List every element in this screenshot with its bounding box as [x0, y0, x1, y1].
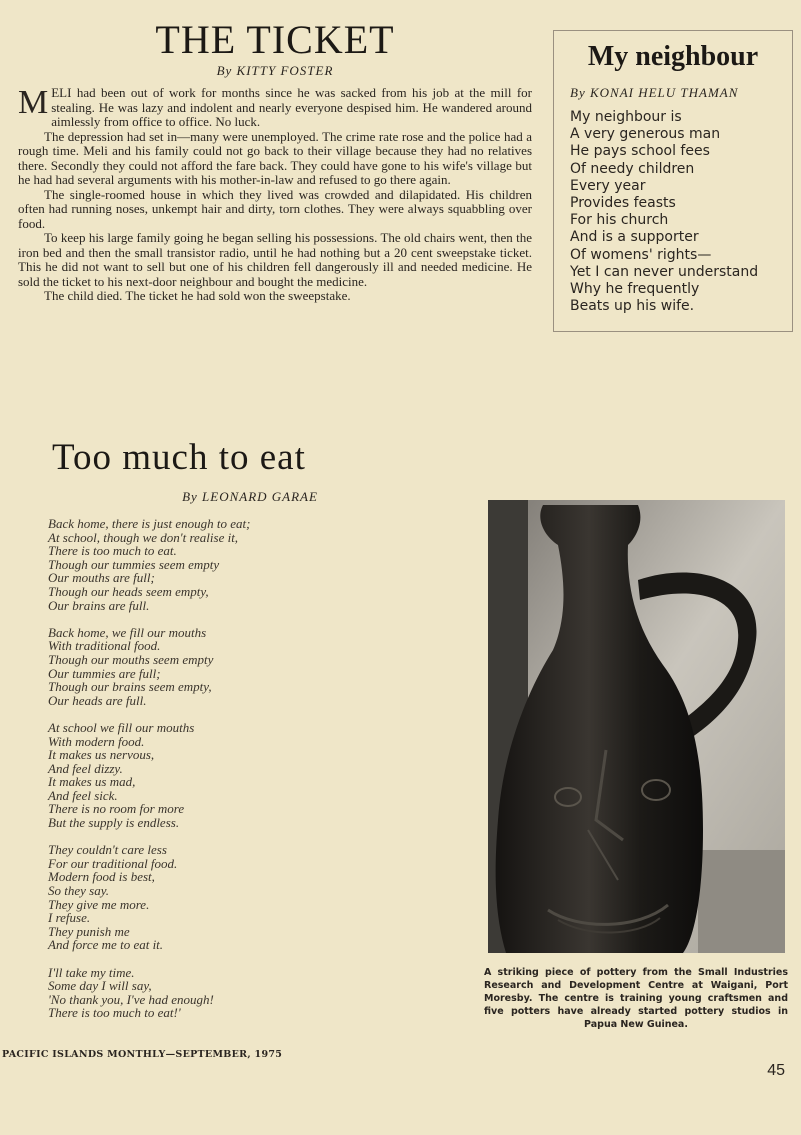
- poem-line: I'll take my time.: [48, 964, 135, 980]
- story-paragraph: MELI had been out of work for months since he was sacked from his job at the mill for stealing. He was lazy and indolent and nearly everyone despised him. He wandered around aimlessly from office to office. No luck.: [18, 84, 532, 129]
- ticket-title: THE TICKET: [155, 17, 395, 62]
- poem-line: And feel dizzy.: [48, 760, 123, 776]
- ticket-byline: By KITTY FOSTER: [216, 63, 334, 78]
- eat-byline: By LEONARD GARAE: [182, 489, 318, 504]
- poem-line: At school, though we don't realise it,: [48, 529, 239, 545]
- poem-line: There is no room for more: [48, 801, 185, 817]
- page-number: 45: [767, 1062, 785, 1079]
- poem-line: But the supply is endless.: [48, 815, 180, 831]
- photo-caption: A striking piece of pottery from the Small Industries Research and Development Centre at Waigani, Port Moresby. The centre is training young craftsmen and five potters have already started pottery studios in Papua New Guinea.: [484, 967, 788, 1030]
- pottery-jug-image: [488, 500, 785, 953]
- poem-line: Though our brains seem empty,: [48, 679, 212, 695]
- poem-line: Though our tummies seem empty: [48, 556, 220, 572]
- poem-line: Our mouths are full;: [48, 570, 155, 586]
- story-paragraph: To keep his large family going he began selling his possessions. The old chairs went, then the iron bed and then the small transistor radio, until he had nothing but a 20 cent sweepstake ticket. This he did not want to sell but one of his children fell dangerously ill and needed medicine. He sold the ticket to his next-door neighbour and bought the medicine.: [18, 230, 532, 289]
- poem-line: For our traditional food.: [48, 855, 178, 871]
- poem-stanza: [48, 626, 468, 708]
- poem-line: And is a supporter: [570, 229, 699, 246]
- poem-line: They give me more.: [48, 896, 150, 912]
- poem-stanza: [48, 843, 468, 952]
- eat-poem: [48, 517, 468, 1034]
- drop-cap: M: [18, 84, 49, 121]
- poem-line: Of womens' rights—: [570, 246, 712, 263]
- poem-stanza: [48, 721, 468, 830]
- poem-line: It makes us nervous,: [48, 747, 155, 763]
- poem-line: At school we fill our mouths: [48, 719, 195, 735]
- poem-line: He pays school fees: [570, 143, 710, 160]
- poem-line: Though our mouths seem empty: [48, 651, 214, 667]
- story-paragraph: The depression had set in—many were unemployed. The crime rate rose and the police had a rough time. Meli and his family could not go back to their village because they had no relatives there. Secondly they could not afford the fare back. They could have gone to his wife's village but he had had several arguments with his mother-in-law and refused to go there again.: [18, 128, 532, 187]
- poem-line: They couldn't care less: [48, 842, 167, 858]
- poem-line: Some day I will say,: [48, 978, 152, 994]
- eat-title: Too much to eat: [52, 437, 306, 478]
- poem-line: Our brains are full.: [48, 597, 150, 613]
- poem-stanza: [48, 517, 468, 612]
- magazine-footer: PACIFIC ISLANDS MONTHLY—SEPTEMBER, 1975: [2, 1049, 283, 1060]
- poem-stanza: [48, 966, 468, 1020]
- poem-line: Our heads are full.: [48, 692, 147, 708]
- neighbour-poem: [570, 109, 790, 315]
- poem-line: Beats up his wife.: [570, 298, 695, 315]
- poem-line: They punish me: [48, 923, 130, 939]
- poem-line: With traditional food.: [48, 638, 161, 654]
- poem-line: So they say.: [48, 883, 110, 899]
- poem-line: With modern food.: [48, 733, 145, 749]
- neighbour-title: My neighbour: [587, 41, 759, 72]
- neighbour-byline: By KONAI HELU THAMAN: [570, 85, 739, 100]
- story-paragraph: The single-roomed house in which they lived was crowded and dilapidated. His children often had running noses, unkempt hair and dirty, torn clothes. They were always squabbling over food.: [18, 186, 532, 231]
- story-paragraph: The child died. The ticket he had sold won the sweepstake.: [44, 288, 351, 303]
- neighbour-poem-box: [553, 30, 793, 332]
- poem-line: A very generous man: [570, 126, 721, 143]
- poem-line: I refuse.: [48, 910, 91, 926]
- poem-line: It makes us mad,: [48, 774, 136, 790]
- poem-line: My neighbour is: [570, 109, 682, 125]
- poem-line: Every year: [570, 177, 646, 194]
- poem-line: Provides feasts: [570, 195, 676, 212]
- poem-line: There is too much to eat.: [48, 543, 177, 559]
- poem-line: Modern food is best,: [48, 869, 155, 885]
- poem-line: Of needy children: [570, 160, 695, 177]
- poem-line: Why he frequently: [570, 281, 700, 298]
- poem-line: Back home, we fill our mouths: [48, 624, 207, 640]
- poem-line: For his church: [570, 212, 669, 229]
- poem-line: And force me to eat it.: [48, 937, 164, 953]
- poem-line: There is too much to eat!': [48, 1005, 181, 1021]
- ticket-story: [18, 86, 532, 304]
- poem-line: Though our heads seem empty,: [48, 583, 209, 599]
- pottery-photo: [488, 500, 785, 953]
- poem-line: Back home, there is just enough to eat;: [48, 516, 251, 531]
- poem-line: Our tummies are full;: [48, 665, 161, 681]
- poem-line: 'No thank you, I've had enough!: [48, 991, 214, 1007]
- poem-line: Yet I can never understand: [570, 263, 759, 280]
- poem-line: And feel sick.: [48, 787, 118, 803]
